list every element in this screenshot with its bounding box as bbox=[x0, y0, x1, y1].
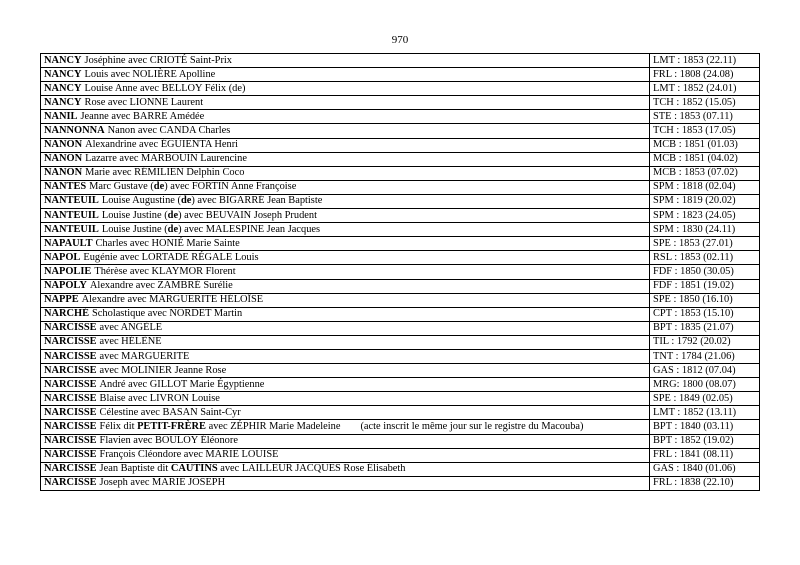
entry-details: Flavien avec BOULOY Éléonore bbox=[99, 435, 238, 447]
surname: NARCISSE bbox=[44, 406, 97, 418]
entry-cell bbox=[41, 237, 650, 251]
entry-details: Alexandre avec MARGUERITE HÉLOÏSE bbox=[81, 294, 264, 306]
table-row bbox=[41, 335, 760, 349]
entry-details: Rose avec LIONNE Laurent bbox=[84, 96, 204, 108]
surname: NARCISSE bbox=[44, 336, 97, 348]
register-reference: LMT : 1852 (24.01) bbox=[650, 82, 760, 96]
entry-details: Lazarre avec MARBOUIN Laurencine bbox=[85, 153, 247, 165]
table-row bbox=[41, 279, 760, 293]
table-row bbox=[41, 364, 760, 378]
entry-details: avec HÉLÈNE bbox=[99, 336, 162, 348]
table-row bbox=[41, 406, 760, 420]
table-row bbox=[41, 110, 760, 124]
entry-cell bbox=[41, 293, 650, 307]
surname: NARCHÉ bbox=[44, 308, 90, 320]
surname: NANON bbox=[44, 153, 83, 165]
table-row bbox=[41, 321, 760, 335]
entry-cell bbox=[41, 364, 650, 378]
table-row bbox=[41, 166, 760, 180]
entry-details: Joséphine avec CRIOTÉ Saint-Prix bbox=[84, 54, 232, 66]
register-reference: FRL : 1808 (24.08) bbox=[650, 68, 760, 82]
entry-cell bbox=[41, 378, 650, 392]
register-reference: LMT : 1852 (13.11) bbox=[650, 406, 760, 420]
register-reference: SPM : 1823 (24.05) bbox=[650, 209, 760, 223]
register-reference: SPE : 1850 (16.10) bbox=[650, 293, 760, 307]
surname: NARCISSE bbox=[44, 477, 97, 489]
table-row bbox=[41, 392, 760, 406]
entry-cell bbox=[41, 138, 650, 152]
entry-details: Eugénie avec LORTADE RÉGALE Louis bbox=[83, 251, 259, 263]
entry-cell bbox=[41, 307, 650, 321]
table-row bbox=[41, 180, 760, 194]
surname: NANON bbox=[44, 139, 83, 151]
entry-details: Félix dit PETIT-FRÈRE avec ZÉPHIR Marie Madeleine bbox=[99, 420, 341, 432]
entry-details: Thérèse avec KLAYMOR Florent bbox=[94, 265, 236, 277]
nickname: PETIT-FRÈRE bbox=[137, 420, 206, 432]
register-body bbox=[41, 54, 760, 491]
surname: NANIL bbox=[44, 110, 78, 122]
register-reference: FRL : 1841 (08.11) bbox=[650, 448, 760, 462]
entry-note: (acte inscrit le même jour sur le registre du Macouba) bbox=[360, 420, 584, 432]
table-row bbox=[41, 96, 760, 110]
table-row bbox=[41, 209, 760, 223]
surname: NANCY bbox=[44, 82, 82, 94]
register-reference: BPT : 1840 (03.11) bbox=[650, 420, 760, 434]
surname: NARCISSE bbox=[44, 392, 97, 404]
register-reference: SPM : 1819 (20.02) bbox=[650, 194, 760, 208]
table-row bbox=[41, 434, 760, 448]
table-row bbox=[41, 54, 760, 68]
surname: NARCISSE bbox=[44, 420, 97, 432]
register-reference: FRL : 1838 (22.10) bbox=[650, 476, 760, 490]
table-row bbox=[41, 476, 760, 490]
table-row bbox=[41, 194, 760, 208]
entry-cell bbox=[41, 209, 650, 223]
register-reference: MRG: 1800 (08.07) bbox=[650, 378, 760, 392]
register-reference: SPM : 1818 (02.04) bbox=[650, 180, 760, 194]
surname: NANTEUIL bbox=[44, 223, 99, 235]
table-row bbox=[41, 293, 760, 307]
surname: NANCY bbox=[44, 54, 82, 66]
entry-details: avec MOLINIER Jeanne Rose bbox=[99, 364, 227, 376]
register-reference: FDF : 1850 (30.05) bbox=[650, 265, 760, 279]
marriage-register-table bbox=[40, 53, 760, 491]
register-reference: GAS : 1812 (07.04) bbox=[650, 364, 760, 378]
table-row bbox=[41, 152, 760, 166]
table-row bbox=[41, 138, 760, 152]
entry-cell bbox=[41, 194, 650, 208]
entry-cell bbox=[41, 166, 650, 180]
register-reference: SPE : 1849 (02.05) bbox=[650, 392, 760, 406]
table-row bbox=[41, 82, 760, 96]
surname: NAPOL bbox=[44, 251, 81, 263]
entry-cell bbox=[41, 434, 650, 448]
entry-cell bbox=[41, 251, 650, 265]
entry-details: Scholastique avec NORDET Martin bbox=[92, 308, 243, 320]
entry-cell bbox=[41, 349, 650, 363]
surname: NARCISSE bbox=[44, 435, 97, 447]
entry-details: Joseph avec MARIE JOSEPH bbox=[99, 477, 226, 489]
entry-details: Louis avec NOLIÈRE Apolline bbox=[84, 68, 216, 80]
register-reference: RSL : 1853 (02.11) bbox=[650, 251, 760, 265]
surname: NAPOLY bbox=[44, 280, 87, 292]
surname: NARCISSE bbox=[44, 350, 97, 362]
surname: NANCY bbox=[44, 96, 82, 108]
entry-details: Louise Justine (de) avec MALESPINE Jean Jacques bbox=[101, 223, 321, 235]
table-row bbox=[41, 124, 760, 138]
entry-cell bbox=[41, 124, 650, 138]
table-row bbox=[41, 237, 760, 251]
table-row bbox=[41, 265, 760, 279]
entry-details: avec MARGUERITE bbox=[99, 350, 190, 362]
entry-details: Louise Augustine (de) avec BIGARRÉ Jean Baptiste bbox=[101, 195, 323, 207]
entry-details: François Cléondore avec MARIE LOUISE bbox=[99, 449, 279, 461]
register-reference: CPT : 1853 (15.10) bbox=[650, 307, 760, 321]
surname: NANTEUIL bbox=[44, 195, 99, 207]
entry-cell bbox=[41, 448, 650, 462]
entry-cell bbox=[41, 462, 650, 476]
register-reference: FDF : 1851 (19.02) bbox=[650, 279, 760, 293]
table-row bbox=[41, 307, 760, 321]
entry-cell bbox=[41, 321, 650, 335]
entry-details: Louise Anne avec BELLOY Félix (de) bbox=[84, 82, 246, 94]
register-reference: SPE : 1853 (27.01) bbox=[650, 237, 760, 251]
entry-cell bbox=[41, 223, 650, 237]
register-reference: SPM : 1830 (24.11) bbox=[650, 223, 760, 237]
table-row bbox=[41, 349, 760, 363]
surname: NARCISSE bbox=[44, 322, 97, 334]
table-row bbox=[41, 448, 760, 462]
surname: NARCISSE bbox=[44, 449, 97, 461]
entry-details: Nanon avec CANDA Charles bbox=[107, 125, 231, 137]
register-reference: MCB : 1851 (04.02) bbox=[650, 152, 760, 166]
surname: NANNONNA bbox=[44, 125, 105, 137]
register-reference: BPT : 1852 (19.02) bbox=[650, 434, 760, 448]
entry-details: Marie avec RÉMILIEN Delphin Coco bbox=[85, 167, 245, 179]
entry-cell bbox=[41, 279, 650, 293]
surname: NANTEUIL bbox=[44, 209, 99, 221]
entry-details: avec ANGÈLE bbox=[99, 322, 163, 334]
entry-cell bbox=[41, 420, 650, 434]
register-reference: TIL : 1792 (20.02) bbox=[650, 335, 760, 349]
entry-cell bbox=[41, 152, 650, 166]
register-reference: TNT : 1784 (21.06) bbox=[650, 349, 760, 363]
entry-cell bbox=[41, 96, 650, 110]
entry-cell bbox=[41, 110, 650, 124]
entry-cell bbox=[41, 82, 650, 96]
entry-cell bbox=[41, 476, 650, 490]
entry-cell bbox=[41, 68, 650, 82]
table-row bbox=[41, 223, 760, 237]
entry-details: Jean Baptiste dit CAUTINS avec LAILLEUR JACQUES Rose Élisabeth bbox=[99, 463, 406, 475]
page-number: 970 bbox=[391, 34, 409, 46]
surname: NARCISSE bbox=[44, 463, 97, 475]
entry-cell bbox=[41, 335, 650, 349]
register-reference: STE : 1853 (07.11) bbox=[650, 110, 760, 124]
register-reference: TCH : 1852 (15.05) bbox=[650, 96, 760, 110]
entry-details: Jeanne avec BARRE Amédée bbox=[80, 110, 205, 122]
table-row bbox=[41, 378, 760, 392]
surname: NARCISSE bbox=[44, 364, 97, 376]
surname: NAPOLIE bbox=[44, 265, 92, 277]
entry-details: Louise Justine (de) avec BEUVAIN Joseph Prudent bbox=[101, 209, 317, 221]
table-row bbox=[41, 420, 760, 434]
surname: NAPAULT bbox=[44, 237, 93, 249]
nickname: CAUTINS bbox=[170, 463, 218, 475]
entry-details: Alexandre avec ZAMBRÉ Surélie bbox=[89, 280, 233, 292]
entry-cell bbox=[41, 54, 650, 68]
register-reference: BPT : 1835 (21.07) bbox=[650, 321, 760, 335]
surname: NANON bbox=[44, 167, 83, 179]
entry-cell bbox=[41, 406, 650, 420]
table-row bbox=[41, 68, 760, 82]
surname: NARCISSE bbox=[44, 378, 97, 390]
register-reference: MCB : 1853 (07.02) bbox=[650, 166, 760, 180]
entry-details: Marc Gustave (de) avec FORTIN Anne Françoise bbox=[89, 181, 297, 193]
entry-details: Blaise avec LIVRON Louise bbox=[99, 392, 220, 404]
entry-cell bbox=[41, 180, 650, 194]
surname: NANTES bbox=[44, 181, 87, 193]
entry-details: Célestine avec BASAN Saint-Cyr bbox=[99, 406, 241, 418]
register-reference: TCH : 1853 (17.05) bbox=[650, 124, 760, 138]
surname: NANCY bbox=[44, 68, 82, 80]
entry-details: André avec GILLOT Marie Égyptienne bbox=[99, 378, 265, 390]
register-reference: LMT : 1853 (22.11) bbox=[650, 54, 760, 68]
surname: NAPPE bbox=[44, 294, 79, 306]
table-row bbox=[41, 251, 760, 265]
entry-cell bbox=[41, 265, 650, 279]
entry-details: Charles avec HONIÉ Marie Sainte bbox=[95, 237, 240, 249]
entry-cell bbox=[41, 392, 650, 406]
register-reference: MCB : 1851 (01.03) bbox=[650, 138, 760, 152]
entry-details: Alexandrine avec ÉGUIENTA Henri bbox=[85, 139, 239, 151]
table-row bbox=[41, 462, 760, 476]
register-reference: GAS : 1840 (01.06) bbox=[650, 462, 760, 476]
